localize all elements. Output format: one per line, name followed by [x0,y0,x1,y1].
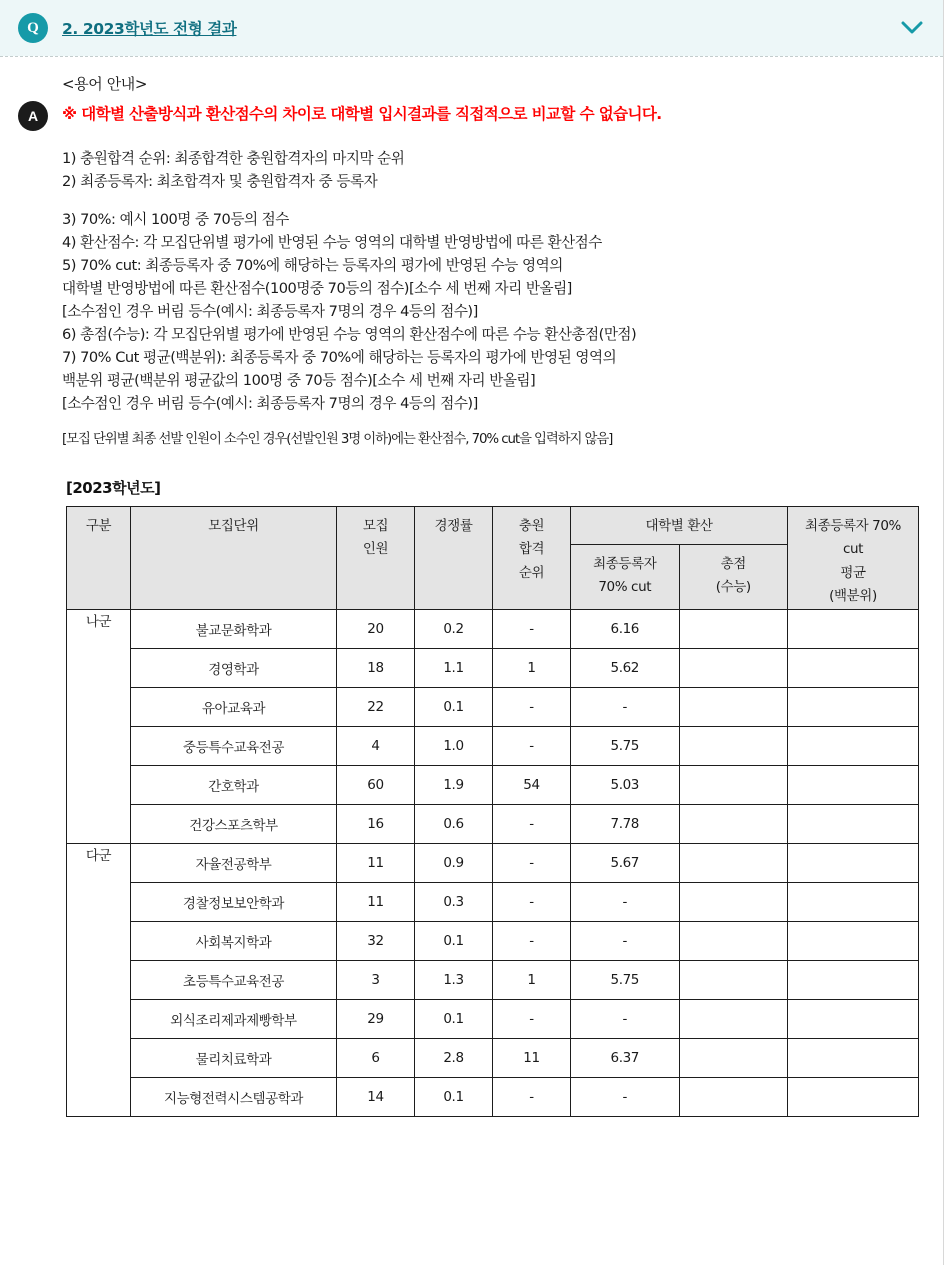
col-header-avg [788,506,919,610]
cell-ratio: 0.1 [415,1000,493,1039]
table-row [67,727,919,766]
group-cell: 다군 [67,844,131,1117]
cell-avg [788,922,919,961]
cell-rank: - [493,610,571,649]
cell-total [679,1078,788,1117]
cell-rank: - [493,844,571,883]
cell-quota: 32 [337,922,415,961]
cell-cut: - [571,688,680,727]
table-row [67,961,919,1000]
notes-spacer [62,193,919,208]
cell-cut: 6.16 [571,610,680,649]
cell-ratio: 1.3 [415,961,493,1000]
cell-quota: 16 [337,805,415,844]
cell-total [679,1000,788,1039]
cell-unit: 간호학과 [131,766,337,805]
table-row [67,883,919,922]
cell-rank: - [493,883,571,922]
cell-quota: 3 [337,961,415,1000]
col-header-rank [493,506,571,610]
cell-ratio: 0.9 [415,844,493,883]
cell-ratio: 0.3 [415,883,493,922]
cell-cut: - [571,1078,680,1117]
cell-rank: - [493,922,571,961]
cell-cut: 5.62 [571,649,680,688]
cell-rank: 11 [493,1039,571,1078]
note-line: 3) 70%: 예시 100명 중 70등의 점수 [62,211,289,229]
cell-unit: 중등특수교육전공 [131,727,337,766]
col-header-total-line2: (수능) [715,579,751,596]
cell-cut: 5.75 [571,727,680,766]
cell-ratio: 1.9 [415,766,493,805]
cell-cut: - [571,922,680,961]
table-row [67,922,919,961]
cell-avg [788,610,919,649]
question-header[interactable] [0,0,943,56]
cell-rank: - [493,1078,571,1117]
cell-unit: 초등특수교육전공 [131,961,337,1000]
admission-results-table [66,506,919,1118]
table-row [67,610,919,649]
note-line: 2) 최종등록자: 최초합격자 및 충원합격자 중 등록자 [62,172,378,190]
cell-rank: - [493,727,571,766]
col-header-cut [571,544,680,610]
cell-rank: 1 [493,649,571,688]
answer-badge-wrap [18,101,48,131]
cell-rank: - [493,805,571,844]
col-header-quota-line2: 인원 [362,541,389,558]
cell-avg [788,1078,919,1117]
cell-quota: 4 [337,727,415,766]
cell-total [679,844,788,883]
cell-avg [788,688,919,727]
col-header-avg-line3: 평균 [840,564,866,581]
col-header-gubun: 구분 [67,506,131,610]
cell-ratio: 1.0 [415,727,493,766]
terms-heading: <용어 안내> [62,75,148,93]
col-header-total [679,544,788,610]
cell-cut: 6.37 [571,1039,680,1078]
cell-unit: 물리치료학과 [131,1039,337,1078]
table-header-row-1 [67,506,919,544]
note-line: 5) 70% cut: 최종등록자 중 70%에 해당하는 등록자의 평가에 반영된 수능 영역의 [62,257,563,275]
col-header-cut-line1: 최종등록자 [593,555,657,572]
col-header-rank-line1: 충원 [518,517,545,534]
cell-unit: 외식조리제과제빵학부 [131,1000,337,1039]
cell-total [679,688,788,727]
cell-cut: 5.75 [571,961,680,1000]
table-head [67,506,919,610]
cell-quota: 60 [337,766,415,805]
cell-total [679,610,788,649]
note-line: 대학별 반영방법에 따른 환산점수(100명중 70등의 점수)[소수 세 번째 자리 반올림] [62,280,572,298]
cell-cut: 5.03 [571,766,680,805]
cell-cut: 7.78 [571,805,680,844]
cell-total [679,727,788,766]
cell-total [679,766,788,805]
cell-quota: 14 [337,1078,415,1117]
cell-quota: 11 [337,883,415,922]
table-title: [2023학년도] [66,478,161,497]
cell-quota: 22 [337,688,415,727]
table-row [67,766,919,805]
col-header-total-line1: 총점 [720,555,746,572]
cell-ratio: 0.6 [415,805,493,844]
notes-spacer-2 [62,415,919,430]
note-line: 백분위 평균(백분위 평균값의 100명 중 70등 점수)[소수 세 번째 자리 반올림] [62,372,536,390]
table-row [67,1039,919,1078]
notes-group-1 [62,147,919,193]
cell-total [679,922,788,961]
cell-unit: 지능형전력시스템공학과 [131,1078,337,1117]
note-small-print: [모집 단위별 최종 선발 인원이 소수인 경우(선발인원 3명 이하)에는 환산점수, 70% cut을 입력하지 않음] [62,432,613,448]
table-row [67,649,919,688]
cell-total [679,805,788,844]
cell-total [679,883,788,922]
cell-ratio: 0.1 [415,688,493,727]
cell-avg [788,727,919,766]
cell-avg [788,766,919,805]
col-header-avg-line1: 최종등록자 70% [805,517,901,534]
note-line: 1) 충원합격 순위: 최종합격한 충원합격자의 마지막 순위 [62,149,405,167]
cell-avg [788,805,919,844]
table-row [67,844,919,883]
cell-unit: 사회복지학과 [131,922,337,961]
cell-avg [788,1039,919,1078]
table-row [67,1078,919,1117]
cell-quota: 6 [337,1039,415,1078]
col-header-rank-line3: 순위 [518,564,545,581]
col-header-ratio: 경쟁률 [415,506,493,610]
cell-rank: - [493,1000,571,1039]
cell-avg [788,1000,919,1039]
cell-rank: 1 [493,961,571,1000]
table-row [67,1000,919,1039]
cell-cut: - [571,1000,680,1039]
cell-unit: 불교문화학과 [131,610,337,649]
cell-unit: 건강스포츠학부 [131,805,337,844]
question-badge: Q [18,13,48,43]
col-header-cut-line2: 70% cut [598,579,652,596]
group-cell: 나군 [67,610,131,844]
cell-total [679,649,788,688]
cell-total [679,961,788,1000]
col-header-unit: 모집단위 [131,506,337,610]
cell-total [679,1039,788,1078]
cell-quota: 20 [337,610,415,649]
cell-rank: 54 [493,766,571,805]
cell-rank: - [493,688,571,727]
cell-ratio: 1.1 [415,649,493,688]
cell-ratio: 0.1 [415,1078,493,1117]
table-row [67,688,919,727]
col-header-avg-line4: (백분위) [829,588,877,605]
note-line: 4) 환산점수: 각 모집단위별 평가에 반영된 수능 영역의 대학별 반영방법에 따른 환산점수 [62,234,602,252]
cell-ratio: 0.2 [415,610,493,649]
cell-avg [788,961,919,1000]
col-header-quota [337,506,415,610]
col-header-conversion-group: 대학별 환산 [571,506,788,544]
col-header-quota-line1: 모집 [362,517,389,534]
cell-avg [788,649,919,688]
cell-unit: 경찰정보보안학과 [131,883,337,922]
cell-avg [788,883,919,922]
note-line: [소수점인 경우 버림 등수(예시: 최종등록자 7명의 경우 4등의 점수)] [62,303,478,321]
answer-content [0,73,943,1117]
answer-badge: A [18,101,48,131]
cell-avg [788,844,919,883]
cell-quota: 11 [337,844,415,883]
cell-ratio: 2.8 [415,1039,493,1078]
cell-unit: 유아교육과 [131,688,337,727]
question-title[interactable]: 2. 2023학년도 전형 결과 [62,20,237,38]
col-header-avg-line2: cut [842,541,864,558]
notes-group-2 [62,208,919,415]
table-row [67,805,919,844]
note-line: 6) 총점(수능): 각 모집단위별 평가에 반영된 수능 영역의 환산점수에 따른 수능 환산총점(만점) [62,326,637,344]
note-line: [소수점인 경우 버림 등수(예시: 최종등록자 7명의 경우 4등의 점수)] [62,395,478,413]
cell-cut: 5.67 [571,844,680,883]
cell-quota: 29 [337,1000,415,1039]
cell-unit: 자율전공학부 [131,844,337,883]
answer-body [0,57,943,1117]
col-header-rank-line2: 합격 [518,541,545,558]
cell-ratio: 0.1 [415,922,493,961]
table-body [67,610,919,1117]
chevron-down-icon[interactable] [899,15,925,41]
cell-unit: 경영학과 [131,649,337,688]
warning-text: ※ 대학별 산출방식과 환산점수의 차이로 대학별 입시결과를 직접적으로 비교할 수 없습니다. [62,105,662,123]
cell-cut: - [571,883,680,922]
cell-quota: 18 [337,649,415,688]
note-line: 7) 70% Cut 평균(백분위): 최종등록자 중 70%에 해당하는 등록자의 평가에 반영된 영역의 [62,349,617,367]
